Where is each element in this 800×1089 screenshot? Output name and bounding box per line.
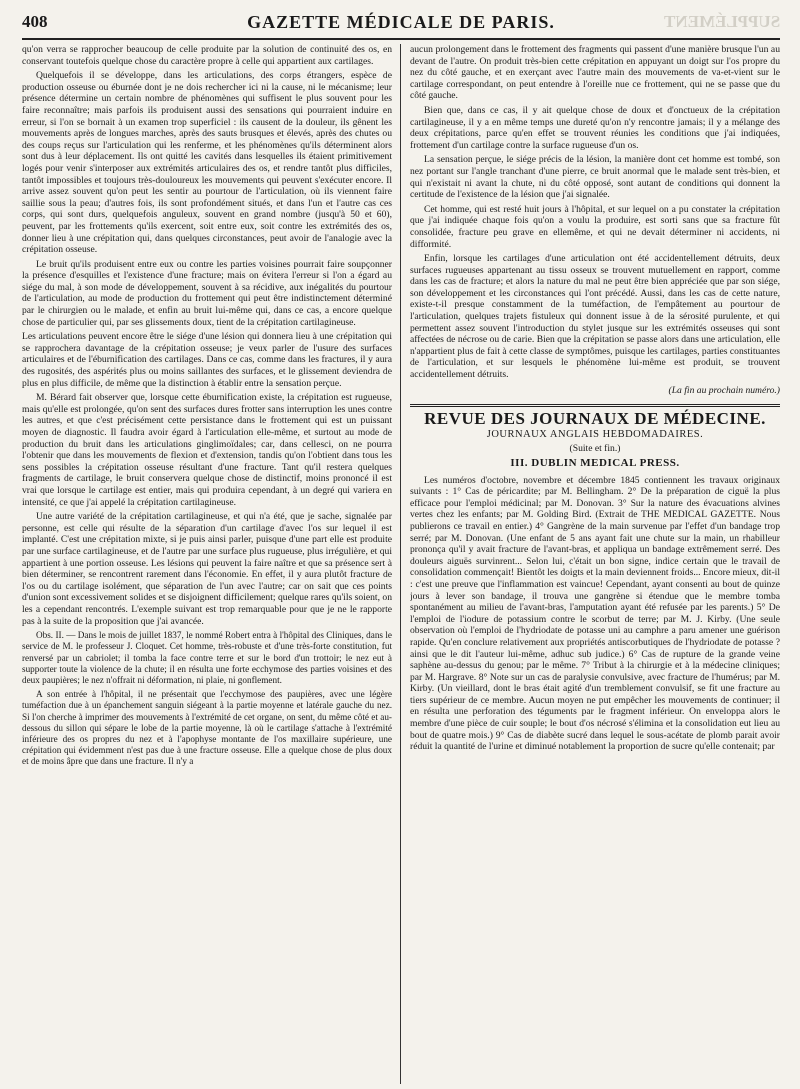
paragraph: Bien que, dans ce cas, il y ait quelque chose de doux et d'onctueux de la crépitation cartilagineuse, il y a en même temps une dureté qu'on n'y rencontre jamais; il y a mélange des deux crépitations, parce qu'en effet se trouvent réunies les conditions que j'ai indiquées, frottement d'un cartilage contre la surface rugueuse d'un os. xyxy=(410,104,780,151)
continuation-note: (La fin au prochain numéro.) xyxy=(668,384,780,396)
paragraph: Quelquefois il se développe, dans les articulations, des corps étrangers, espèce de production osseuse ou éburnée dont je ne dois rechercher ici ni la cause, ni le mécanisme; leur présence détermine un certain nombre de phénomènes qui suffisent le plus souvent pour les faire reconnaître; mais parfois ils produisent aussi des sensations qui pourraient induire en erreur, si l'on se bornait à un examen trop superficiel : ils causent de la douleur, ils gênent les mouvements après de longues marches, après des sauts brusques et élevés, après des chutes ou des coups reçus sur l'articulation qui les renferme, et les phénomènes qu'ils déterminent alors sont dus à leur déplacement. Ils ont quitté les cavités dans lesquelles ils étaient primitivement logés pour venir s'interposer aux extrémités articulaires des os, et rendre tantôt plus difficiles, tantôt impossibles et toujours très-douloureux les mouvements qui peuvent s'exécuter encore. Il arrive assez souvent qu'on peut les sentir au pourtour de l'articulation, où ils viennent faire saillie sous la peau; d'autres fois, ils sont profondément situés, et dans l'un et l'autre cas ces corps, qui sont durs, quelquefois anguleux, souvent en grand nombre (jusqu'à 50 et 60), peuvent, par les frottements qu'ils exercent, soit entre eux, soit contre les extrémités des os, donner lieu à une crépitation qui, dans quelques circonstances, peut avoir de l'analogie avec la crépitation osseuse. xyxy=(22,70,392,256)
section-note: (Suite et fin.) xyxy=(569,443,621,455)
section-subtitle: JOURNAUX ANGLAIS HEBDOMADAIRES. xyxy=(486,428,704,440)
paragraph: Une autre variété de la crépitation cartilagineuse, et qui n'a été, que je sache, signalée par personne, est celle qui résulte de la séparation d'un cartilage d'avec l'os sur lequel il est implanté. C'est une crépitation mixte, si je puis ainsi parler, puisque d'une part elle est produite par une surface cartilagineuse, et de l'autre par une surface plus rugueuse, plus irrégulière, et qui appartient à une portion osseuse. Les lésions qui peuvent la faire naître et que sa présence sert à bien déterminer, se rencontrent rarement dans l'économie. En effet, il y aura plutôt fracture de l'os ou du cartilage isolément, que séparation de l'un avec l'autre; car on sait que ces points d'union sont excessivement solides et se disjoignent difficilement; quelque rares qu'ils soient, on les a cependant rencontrés. L'exemple suivant est trop remarquable pour que je ne le rapporte pas à la suite de la proposition que j'ai avancée. xyxy=(22,511,392,627)
column-divider xyxy=(400,44,401,1084)
section-title: REVUE DES JOURNAUX DE MÉDECINE. xyxy=(424,409,766,429)
section-divider xyxy=(410,404,780,407)
right-column xyxy=(410,44,780,1084)
paragraph: Les articulations peuvent encore être le siége d'une lésion qui donnera lieu à une crépitation qui se rapprochera davantage de la crépitation osseuse; je veux parler de l'usure des surfaces articulaires et de l'éburnification des cartilages. Dans ce cas, comme dans les fractures, il y aura des rugosités, des aspérités plus ou moins saillantes des surfaces, et le glissement deviendra de plus en plus difficile, de même que la distinction à établir entre la sensation perçue. xyxy=(22,331,392,389)
page-header xyxy=(22,4,780,40)
observation-paragraph: A son entrée à l'hôpital, il ne présentait que l'ecchymose des paupières, avec une légère tuméfaction due à un épanchement sanguin siégeant à la partie moyenne et latérale gauche du nez. Si l'on cherche à imprimer des mouvements à l'extrémité de cet organe, on sent, du même côté et au-dessous du sillon qui sépare le lobe de la partie moyenne, là où le cartilage s'attache à l'extrémité inférieure des os propres du nez et à l'apophyse montante de l'os maxillaire supérieure, une crépitation qui évidemment n'est pas due à une fracture osseuse. Elle a quelque chose de plus doux et de moins âpre que dans une fracture. Il n'y a xyxy=(22,689,392,767)
paragraph: Les numéros d'octobre, novembre et décembre 1845 contiennent les travaux originaux suivants : 1° Cas de péricardite; par M. Bellingham. 2° De la préparation de ciguë la plus efficace pour l'emploi médicinal; par M. Donovan. 3° Sur la nature des évacuations alvines vertes chez les enfants; par M. Golding Bird. (Extrait de THE MEDICAL GAZETTE. Nous publierons ce travail en entier.) 4° Gangrène de la main survenue par l'effet d'un bandage trop serré; par M. Donovan. (Une enfant de 5 ans ayant fait une chute sur la main, un rhabilleur prononça qu'il y avait fracture de l'avant-bras, et appliqua un bandage extrêmement serré. Des douleurs aiguës survinrent... Selon lui, c'était un bon signe, indice certain que le travail de consolidation commençait! Bientôt les doigts et la main deviennent froids... Encore mieux, dit-il : c'est une preuve que l'inflammation est vaincue! Cependant, ayant consenti au bout de quinze jours à lever son bandage, il trouva une gangrène si étendue que le membre tomba spontanément au milieu de l'avant-bras, l'amputation ayant été refusée par les parents.) 5° De l'emploi de l'iodure de potassium contre le scorbut de terre; par M. J. Kirby. (Une seule observation où l'emploi de l'hydriodate de potasse uni au camphre a paru amener une guérison rapide. Qu'en conclure relativement aux propriétés antiscorbutiques de l'hydriodate de potasse ? ainsi que le dit l'auteur lui-même, adhuc sub judice.) 6° Cas de rupture de la grande veine saphène au-dessus du genou; par le même. 7° Tribut à la chirurgie et à la médecine cliniques; par M. Hargrave. 8° Note sur un cas de paralysie convulsive, avec fracture de l'humérus; par M. Kirby. (Un vieillard, dont le bras était agité d'un tremblement convulsif, se fit une fracture au tiers supérieur de ce membre. Aucun moyen ne put empêcher les mouvements de continuer; il en résulta une perforation des téguments par le fragment inférieur. On enveloppa alors le membre d'une pièce de cuir souple; le bout d'os nécrosé s'élimina et la consolidation eut lieu au bout de quatre mois.) 9° Cas de diabète sucré dans lequel le sous-acétate de plomb parait avoir réduit la quantité de l'urine et diminué notablement la proportion de sucre qu'elle contenait; par xyxy=(410,474,780,753)
paragraph: Cet homme, qui est resté huit jours à l'hôpital, et sur lequel on a pu constater la crépitation que j'ai indiquée chaque fois qu'on a voulu la produire, est sorti sans que sa fracture fût consolidée, fracture peu grave en ellemême, et qui ne devait déterminer ni accidents, ni difformité. xyxy=(410,203,780,250)
paragraph: Le bruit qu'ils produisent entre eux ou contre les parties voisines pourrait faire soupçonner la présence d'esquilles et l'existence d'une fracture; mais on évitera l'erreur si l'on a égard au siége du mal, à son mode de développement, souvent à sa récidive, aux inégalités du pourtour de l'articulation, au mode de production du frottement qui peut être indistinctement déterminé par le chirurgien ou le malade, et enfin au bruit lui-même qui, dans ce cas, a encore quelque chose de particulier qui, par ses glissements doux, tient de la crépitation cartilagineuse. xyxy=(22,258,392,328)
paragraph: qu'on verra se rapprocher beaucoup de celle produite par la solution de continuité des os, en conservant toutefois quelque chose du caractère propre à celle qui appartient aux cartilages. xyxy=(22,44,392,67)
paragraph: aucun prolongement dans le frottement des fragments qui passent d'une manière brusque l'un au devant de l'autre. On produit très-bien cette crépitation en appuyant un doigt sur l'os propre du nez du côté gauche, et en exerçant avec l'autre main des mouvements de va-et-vient sur le cartilage correspondant, on peut entendre à l'oreille nue ce frottement, qui ne se passe que du côté gauche. xyxy=(410,44,780,102)
bleed-through-text: SUPPLÉMENT xyxy=(663,12,780,31)
left-column xyxy=(22,44,392,1084)
paragraph: M. Bérard fait observer que, lorsque cette éburnification existe, la crépitation est rugueuse, mais qu'elle est prolongée, qu'on sent des surfaces dures frotter sans interruption les unes contre les autres, et que c'est précisément cette persistance dans le frottement qui est un puissant moyen de diagnostic. Il faudra avoir égard à l'articulation elle-même, et surtout au mode de production du bruit dans les articulations ginglimoïdales; car, dans cellesci, on ne pourra l'obtenir que dans les mouvements de flexion et d'extension, tandis qu'on l'obtient dans tous les sens possibles la crépitation osseuse résultant d'une fracture. Tant qu'il restera quelques fragments de cartilage, le bruit conservera quelque chose de distinctif, moins prononcé il est vrai que lorsque le cartilage est entier, mais qui produira cependant, à un degré qui variera en intensité, ce que j'ai appelé la crépitation cartilagineuse. xyxy=(22,392,392,508)
page-number: 408 xyxy=(22,12,48,31)
section-heading: III. DUBLIN MEDICAL PRESS. xyxy=(510,457,680,469)
observation-paragraph: Obs. II. — Dans le mois de juillet 1837, le nommé Robert entra à l'hôpital des Cliniques, dans le service de M. le professeur J. Cloquet. Cet homme, très-robuste et d'une très-forte constitution, fut renversé par un cabriolet; il tomba la face contre terre et sur le bord d'un trottoir; le nez eut à supporter toute la violence de la chute; il en résulta une forte ecchymose des parties voisines et des deux paupières; le nez n'offrait ni déformation, ni plaie, ni gonflement. xyxy=(22,630,392,685)
paragraph: La sensation perçue, le siége précis de la lésion, la manière dont cet homme est tombé, son nez portant sur l'angle tranchant d'une pierre, ce bruit anormal que le malade sent très-bien, et qui n'existait ni avant la chute, ni du côté opposé, sont autant de conditions qui donnent la certitude de l'existence de la lésion que j'ai signalée. xyxy=(410,154,780,201)
journal-title: GAZETTE MÉDICALE DE PARIS. xyxy=(247,12,555,32)
paragraph: Enfin, lorsque les cartilages d'une articulation ont été accidentellement détruits, deux surfaces rugueuses appartenant au tissu osseux se trouvent mutuellement en rapport, comme dans les cas de fracture; et alors la nature du mal ne peut être bien appréciée que par son siége, son développement et les circonstances qui l'ont précédé. Aussi, dans les cas de cette nature, existe-t-il presque constamment de la tuméfaction, de l'empâtement au pourtour de l'articulation, quelques trajets fistuleux qui donnent issue à de la sérosité purulente, et qui permettent assez souvent l'introduction du stylet jusque sur les extrémités osseuses qui sont affectées de nécrose ou de carie. Bien que la crépitation se passe alors dans une articulation, elle n'appartient plus de fait à cette classe de symptômes, puisque les cartilages, parties constituantes de l'articulation, et sur lesquels le phénomène lui-même est produit, se trouvent accidentellement détruits. xyxy=(410,253,780,381)
